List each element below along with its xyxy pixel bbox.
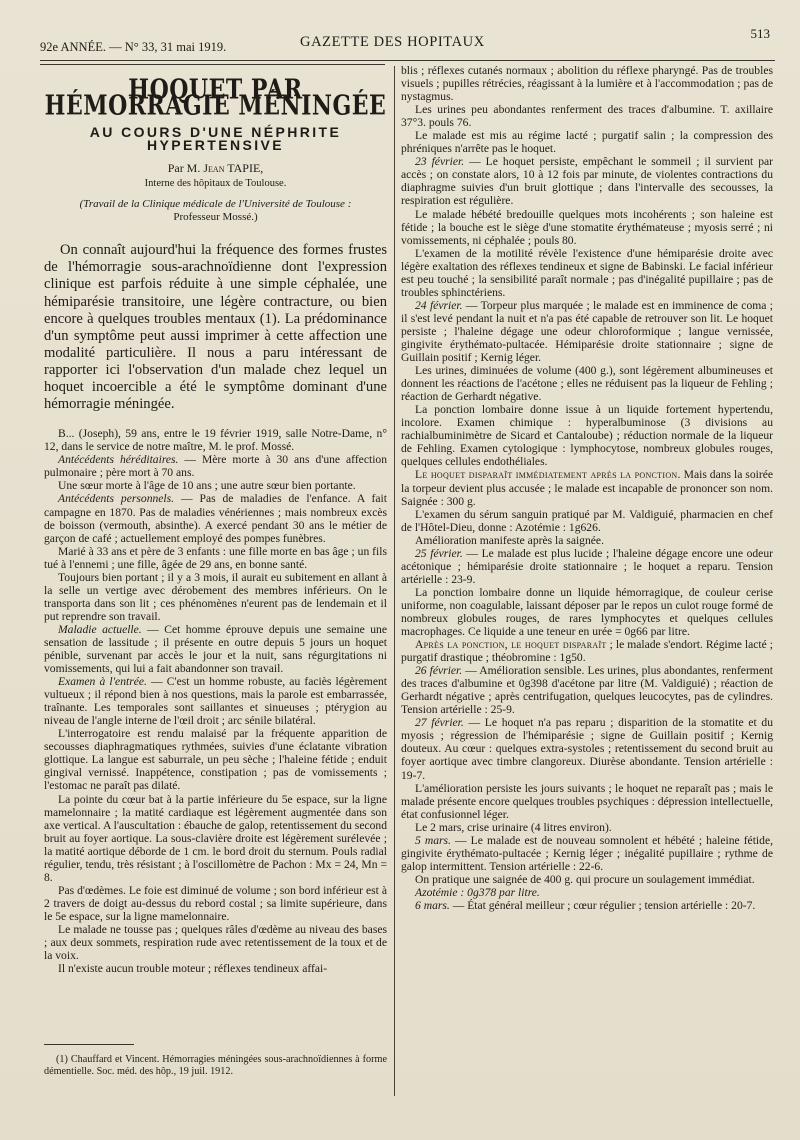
paragraph (401, 103, 773, 129)
footnote-rule (44, 1044, 134, 1045)
paragraph (401, 899, 773, 912)
paragraph-text: Le 2 mars, crise urinaire (4 litres environ). (415, 820, 612, 834)
byline (44, 162, 387, 175)
column-divider (394, 66, 395, 1096)
paragraph (401, 468, 773, 507)
paragraph-lead: 5 mars. (415, 833, 451, 847)
paragraph-text: — Pas de maladies de l'enfance. A fait campagne en 1870. Pas de maladies vénériennes ; mais nombreux excès de boisson (vermouth, absinthe). A exercé pendant 30 ans le métier de garçon de café ; actuellement employé des pompes funèbres. (44, 492, 387, 545)
paragraph (401, 247, 773, 299)
paragraph-text: Marié à 33 ans et père de 3 enfants : une fille morte en bas âge ; un fils tué à l'ennemi ; une fille, âgée de 29 ans, en bonne santé. (44, 544, 387, 571)
paragraph-text: Une sœur morte à l'âge de 10 ans ; une autre sœur bien portante. (58, 479, 356, 493)
paragraph-text: La pointe du cœur bat à la partie inférieure du 5e espace, sur la ligne mamelonnaire ; la matité cardiaque est légèrement augmentée dans son axe vertical. A l'auscultation : ébauche de galop, retentissement du second bruit au foyer aortique. La sous-clavière droite est légèrement surélevée ; la matité aortique déborde de 1 cm. le bord droit du sternum. Pouls radial régulier, tendu, très résistant ; à l'oscillomètre de Pachon : Mx = 24, Mn = 8. (44, 792, 387, 884)
paragraph (44, 571, 387, 623)
paragraph-text: — C'est un homme robuste, au faciès légèrement vultueux ; il répond bien à nos questions, mais la parole est embarrassée, traînante. Les temporales sont saillantes et sinueuses ; ptérygion au niveau de l'angle interne de l'œil droit ; arc sénile bilatéral. (44, 675, 387, 728)
right-column (401, 64, 773, 912)
paragraph-lead: 26 février. (415, 664, 463, 678)
paragraph-text: — Le malade est plus lucide ; l'haleine dégage encore une odeur acétonique ; hémiparésie droite stationnaire ; le hoquet a reparu. Tension artérielle : 23-9. (401, 546, 773, 586)
affiliation-line-2: Professeur Mossé.) (173, 211, 258, 224)
paragraph (44, 623, 387, 675)
paragraph-text: B... (Joseph), 59 ans, entre le 19 février 1919, salle Notre-Dame, n° 12, dans le service de notre maître, M. le prof. Mossé. (44, 427, 387, 454)
paragraph (401, 403, 773, 468)
paragraph (401, 821, 773, 834)
paragraph-text: L'examen du sérum sanguin pratiqué par M. Valdiguié, pharmacien en chef de l'Hôtel-Dieu, donne : Azotémie : 1g626. (401, 507, 773, 534)
paragraph (401, 547, 773, 586)
paragraph-lead: Examen à l'entrée. (58, 675, 147, 689)
paragraph-lead: Après la ponction, le hoquet disparaît (415, 638, 607, 652)
paragraph (44, 453, 387, 479)
paragraph (44, 545, 387, 571)
paragraph (401, 664, 773, 716)
paragraph-lead: Maladie actuelle. (58, 622, 142, 636)
paragraph-lead: Le hoquet disparaît immédiatement après la ponction. (415, 468, 681, 482)
paragraph (44, 675, 387, 727)
paragraph-text: — Mère morte à 30 ans d'une affection pulmonaire ; père mort à 70 ans. (44, 453, 388, 480)
author-role: Interne des hôpitaux de Toulouse. (144, 178, 287, 190)
paragraph-text: L'amélioration persiste les jours suivants ; le hoquet ne reparaît pas ; mais le malade présente encore quelques troubles psychiques : dépression intellectuelle, état confusionnel léger. (401, 781, 773, 821)
footnote (44, 1054, 387, 1078)
paragraph (44, 727, 387, 792)
paragraph-text: blis ; réflexes cutanés normaux ; abolition du réflexe pharyngé. Pas de troubles visuels ; pupilles rétrécies, réagissant à la lumière et à l'accommodation ; pas de nystagmus. (401, 64, 773, 104)
paragraph (401, 364, 773, 403)
paragraph-lead: 27 février. (415, 716, 464, 730)
page-number: 513 (750, 26, 770, 41)
left-observation-text (44, 427, 387, 975)
paragraph (401, 208, 773, 247)
paragraph (401, 834, 773, 873)
paragraph-text: Toujours bien portant ; il y a 3 mois, il aurait eu subitement en allant à la selle un vertige avec dérobement des membres inférieurs. On le transporta dans son lit ; ces phénomènes n'eurent pas de lendemain et il put reprendre son travail. (44, 570, 387, 623)
paragraph (401, 129, 773, 155)
paragraph-text: Il n'existe aucun trouble moteur ; réflexes tendineux affai- (58, 962, 328, 976)
paragraph-text: La ponction lombaire donne issue à un liquide fortement hypertendu, incolore. Examen chimique : hyperalbuminose (3 divisions au rachialbuminimètre de Sicard et Cantaloube) ; réduction normale de la liqueur de Fehling. Examen cytologique : lymphocytose, nombreux globules rouges, quelques cellules endothéliales. (401, 403, 773, 469)
paragraph-text: Mais dans la soirée la torpeur devient plus accusée ; le malade est incapable de prononcer son nom. Saignée : 300 g. (401, 468, 773, 508)
article-subtitle: AU COURS D'UNE NÉPHRITE HYPERTENSIVE (89, 124, 342, 154)
paragraph-lead: 23 février. (415, 155, 465, 169)
paragraph-lead: Antécédents personnels. (58, 492, 175, 506)
header-rule-double (40, 64, 385, 65)
paragraph (44, 923, 387, 962)
paragraph-text: Le malade est mis au régime lacté ; purgatif salin ; la compression des phréniques n'arrête pas le hoquet. (401, 129, 773, 156)
paragraph-text: — Le hoquet n'a pas reparu ; disparition de la stomatite et du myosis ; régression de l'hémiparésie ; signe de Guillain positif ; Kernig douteux. Au cœur : quelques extra-systoles ; retentissement du second bruit au foyer aortique avec timbre clangoreux. Diurèse abondante. Tension artérielle : 19-7. (401, 716, 773, 782)
paragraph-text: La ponction lombaire donne un liquide hémorragique, de couleur cerise uniforme, non coagulable, laissant déposer par le repos un culot rouge formé de nombreux globules rouges, de rares lymphocytes et quelques cellules macrophages. Ce liquide a une teneur en urée = 0g66 par litre. (401, 585, 773, 639)
article-title: HOQUET PAR HÉMORRAGIE MÉNINGÉE (44, 73, 387, 123)
paragraph-lead: Azotémie : 0g378 par litre. (415, 885, 540, 899)
byline-prefix: Par M. (167, 161, 201, 176)
paragraph-text: Le malade hébété bredouille quelques mots incohérents ; son haleine est fétide ; la bouche est le siège d'une stomatite érythémateuse ; myosis serré ; ni vomissements, ni céphalée ; pouls 80. (401, 207, 773, 247)
paragraph (44, 427, 387, 453)
paragraph-text: — Cet homme éprouve depuis une semaine une sensation de lassitude ; il présente en outre depuis 5 jours un hoquet pénible, survenant par accès le jour et la nuit, sans régurgitations ni vomissements, qui lui a fait abandonner son travail. (44, 622, 387, 676)
header-rule (40, 60, 775, 61)
paragraph (44, 479, 387, 492)
footnote-text: (1) Chauffard et Vincent. Hémorragies méningées sous-arachnoïdiennes à forme démentielle. Soc. méd. des hôp., 19 juil. 1912. (44, 1054, 387, 1077)
paragraph-text: L'interrogatoire est rendu malaisé par la fréquente apparition de secousses diaphragmatiques rythmées, suivies d'une éclatante vibration glottique. La langue est saburrale, un peu sèche ; l'haleine fétide ; enduit gingival vernissé. Inappétence, constipation ; pas de vomissements ; l'estomac ne paraît pas dilaté. (44, 727, 387, 793)
paragraph (44, 884, 387, 923)
paragraph (401, 534, 773, 547)
intro-paragraph-block (44, 242, 387, 413)
paragraph (401, 886, 773, 899)
right-observation-text (401, 64, 773, 912)
paragraph (401, 586, 773, 638)
paragraph-text: Le malade ne tousse pas ; quelques râles d'œdème au niveau des bases ; aux deux sommets, respiration rude avec retentissement de la toux et de la voix. (44, 923, 387, 963)
paragraph-lead: 6 mars. (415, 899, 450, 912)
paragraph (44, 793, 387, 884)
author-name: Jean TAPIE, (203, 161, 264, 176)
paragraph-text: — Le malade est de nouveau somnolent et hébété ; haleine fétide, gingivite érythémato-pultacée ; Kernig léger ; inégalité pupillaire ; rythme de galop intermittent. Tension artérielle : 22-6. (401, 833, 773, 873)
running-head (40, 26, 770, 56)
paragraph-text: On pratique une saignée de 400 g. qui procure un soulagement immédiat. (415, 872, 755, 886)
paragraph-text: — Torpeur plus marquée ; le malade est en imminence de coma ; il s'est levé pendant la nuit et n'a pas été capable de retrouver son lit. Le hoquet persiste ; l'haleine dégage une odeur chloroformique ; langue vernissée, gingivite érythémato-pultacée. Hémiparésie droite stationnaire ; signe de Guillain positif ; Kernig léger. (401, 298, 773, 365)
journal-title: GAZETTE DES HOPITAUX (300, 34, 485, 50)
paragraph (401, 873, 773, 886)
paragraph-text: Pas d'œdèmes. Le foie est diminué de volume ; son bord inférieur est à 2 travers de doigt au-dessus du rebord costal ; sa limite supérieure, dans le 5e espace, sur la ligne mamelonnaire. (44, 883, 387, 923)
paragraph-text: — Le hoquet persiste, empêchant le sommeil ; il survient par accès ; on constate alors, 10 à 12 fois par minute, de violentes contractions du diaphragme suivies d'un bruit glottique ; dans l'intervalle des secousses, la respiration est régulière. (401, 155, 774, 208)
left-column (44, 66, 387, 975)
paragraph-text: Les urines, diminuées de volume (400 g.), sont légèrement albumineuses et donnent les réactions de l'acétone ; elles ne réduisent pas la liqueur de Fehling ; réaction de Gerhardt négative. (401, 364, 773, 404)
paragraph-lead: 25 février. (415, 546, 463, 560)
paragraph-text: Amélioration manifeste après la saignée. (415, 533, 604, 547)
paragraph (401, 299, 773, 364)
issue-info: 92e ANNÉE. — N° 33, 31 mai 1919. (40, 40, 227, 54)
paragraph-text: ; le malade s'endort. Régime lacté ; purgatif drastique ; théobromine : 1g50. (401, 638, 773, 665)
paragraph-lead: Antécédents héréditaires. (58, 453, 179, 467)
paragraph (401, 716, 773, 781)
affiliation (44, 198, 387, 224)
paragraph-lead: 24 février. (415, 298, 463, 312)
paragraph-text: — État général meilleur ; cœur régulier ; tension artérielle : 20-7. (449, 899, 756, 912)
paragraph (44, 962, 387, 975)
paragraph (401, 155, 773, 207)
paragraph (44, 492, 387, 544)
paragraph (401, 64, 773, 103)
paragraph-text: L'examen de la motilité révèle l'existence d'une hémiparésie droite avec légère exaltation des réflexes tendineux et signe de Babinski. Le facial inférieur est peu touché ; la sensibilité paraît normale ; pas d'inégalité pupillaire ; pas de troubles sphinctériens. (401, 246, 773, 299)
intro-paragraph: On connaît aujourd'hui la fréquence des formes frustes de l'hémorragie sous-arachnoïdienne dont l'expression clinique est parfois réduite à une simple céphalée, une hémiparésie transitoire, une légère contracture, ou bien encore à quelques troubles mentaux (1). La prédominance d'un symptôme peut aussi imprimer à cette affection une modalité particulière. Il nous a paru intéressant de rapporter ici l'observation d'un malade chez lequel un hoquet incoercible a été le symptôme dominant d'une hémorragie méningée. (44, 242, 387, 413)
paragraph (401, 508, 773, 534)
affiliation-line-1: (Travail de la Clinique médicale de l'Université de Toulouse : (79, 198, 352, 211)
paragraph-text: — Amélioration sensible. Les urines, plus abondantes, renferment des traces d'albumine et 0g398 d'acétone par litre (M. Valdiguié) ; réaction de Gerhardt négative ; après centrifugation, quelques leucocytes, pas de cylindres. Tension artérielle : 25-9. (401, 664, 773, 717)
paragraph (401, 782, 773, 821)
paragraph-text: Les urines peu abondantes renferment des traces d'albumine. T. axillaire 37°3. pouls 76. (401, 103, 773, 130)
paragraph (401, 638, 773, 664)
